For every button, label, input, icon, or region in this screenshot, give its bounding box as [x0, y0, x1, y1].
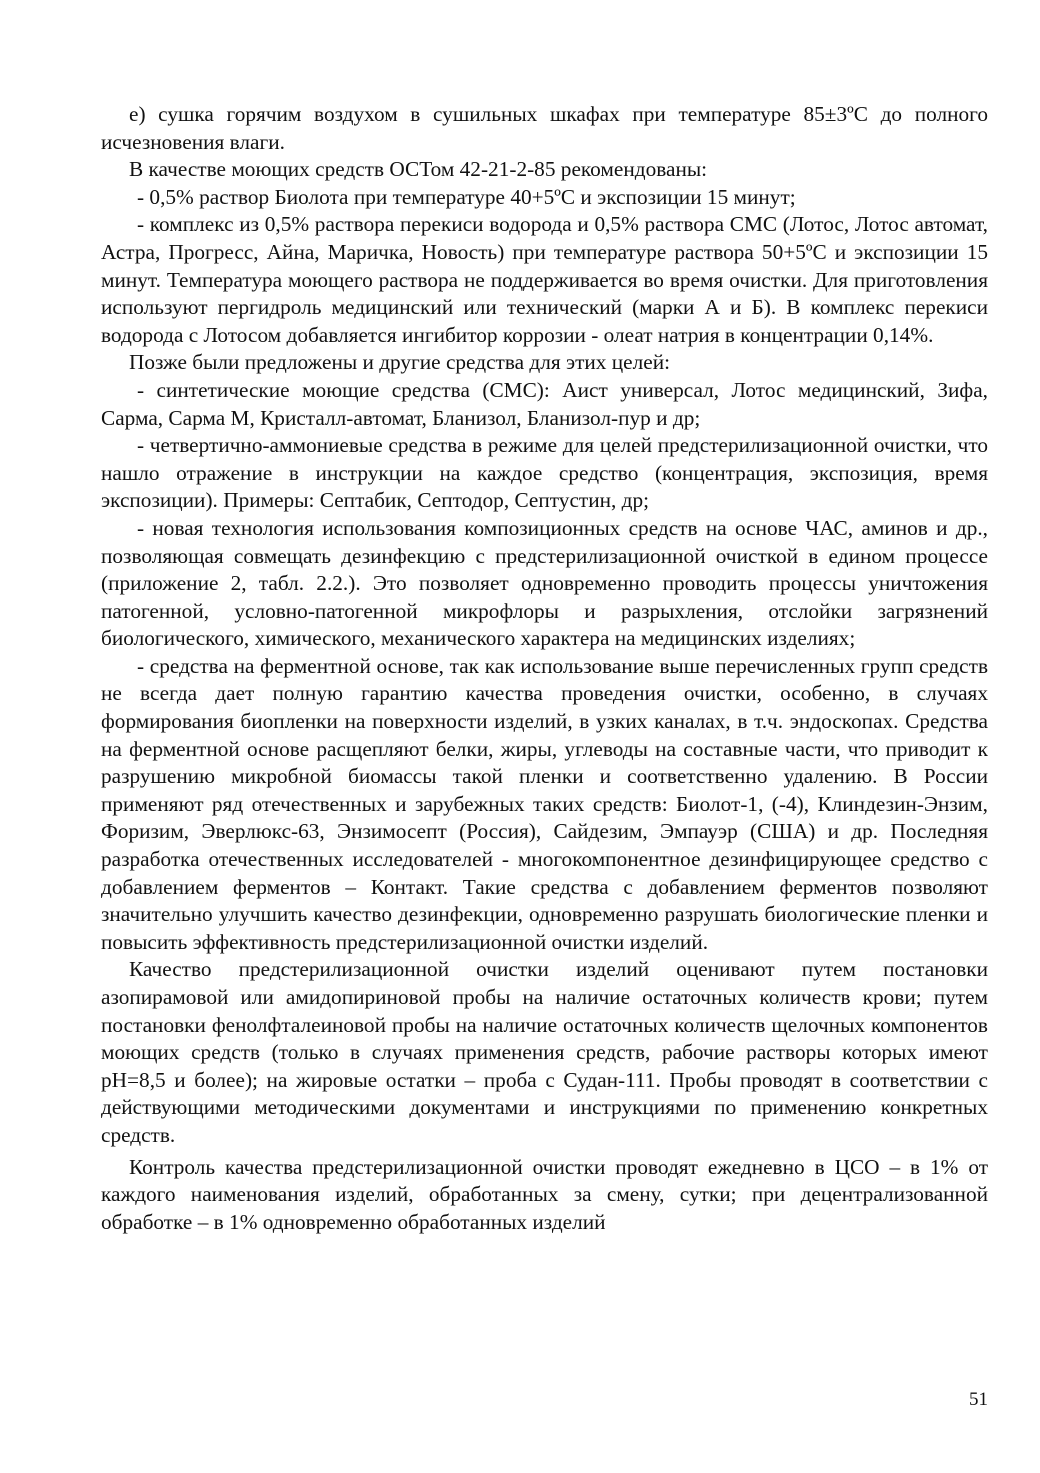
document-body [101, 101, 988, 1236]
list-item-sms: - синтетические моющие средства (СМС): Аист универсал, Лотос медицинский, Зифа, Сарма, Сарма М, Кристалл-автомат, Бланизол, Бланизол-пур и др; [101, 377, 988, 430]
paragraph-drying-step: е) сушка горячим воздухом в сушильных шкафах при температуре 85±3ºС до полного исчезновения влаги. [101, 102, 988, 154]
paragraph-other-means: Позже были предложены и другие средства для этих целей: [129, 350, 671, 375]
list-item-enzyme-based: - средства на ферментной основе, так как использование выше перечисленных групп средств не всегда дает полную гарантию качества проведения очистки, особенно, в случаях формирования биопленки на поверхности изделий, в узких каналах, в т.ч. эндоскопах. Средства на ферментной основе расщепляют белки, жиры, углеводы на составные части, что приводит к разрушению микробной биомассы такой пленки и соответственно удалению. В России применяют ряд отечественных и зарубежных таких средств: Биолот-1, (-4), Клиндезин-Энзим, Форизим, Эверлюкс-63, Энзимосепт (Россия), Сайдезим, Эмпауэр (США) и др. Последняя разработка отечественных исследователей - многокомпонентное дезинфицирующее средство с добавлением ферментов – Контакт. Такие средства с добавлением ферментов позволяют значительно улучшить качество дезинфекции, одновременно разрушать биологические пленки и повысить эффективность предстерилизационной очистки изделий. [101, 653, 988, 954]
list-item-composite-technology: - новая технология использования композиционных средств на основе ЧАС, аминов и др., позволяющая совмещать дезинфекцию с предстерилизационной очисткой в едином процессе (приложение 2, табл. 2.2.). Это позволяет одновременно проводить процессы уничтожения патогенной, условно-патогенной микрофлоры и разрыхления, отслойки загрязнений биологического, химического, механического характера на медицинских изделиях; [101, 515, 988, 651]
page-number: 51 [969, 1389, 988, 1410]
paragraph-quality-assessment: Качество предстерилизационной очистки изделий оценивают путем постановки азопирамовой или амидопириновой пробы на наличие остаточных количеств крови; путем постановки фенолфталеиновой пробы на наличие остаточных количеств щелочных компонентов моющих средств (только в случаях применения средств, рабочие растворы которых имеют pH=8,5 и более); на жировые остатки – проба с Судан-111. Пробы проводят в соответствии с действующими методическими документами и инструкциями по применению конкретных средств. [101, 957, 988, 1147]
list-item-biolot: - 0,5% раствор Биолота при температуре 40+5ºС и экспозиции 15 минут; [137, 184, 796, 209]
list-item-quaternary-ammonium: - четвертично-аммониевые средства в режиме для целей предстерилизационной очистки, что нашло отражение в инструкции на каждое средство (концентрация, экспозиция, время экспозиции). Примеры: Септабик, Септодор, Септустин, др; [101, 433, 988, 513]
paragraph-ost-recommended: В качестве моющих средств ОСТом 42-21-2-85 рекомендованы: [129, 157, 708, 182]
paragraph-quality-control: Контроль качества предстерилизационной очистки проводят ежедневно в ЦСО – в 1% от каждого наименования изделий, обработанных за смену, сутки; при децентрализованной обработке – в 1% одновременно обработанных изделий [101, 1154, 988, 1234]
list-item-peroxide-complex: - комплекс из 0,5% раствора перекиси водорода и 0,5% раствора СМС (Лотос, Лотос автомат, Астра, Прогресс, Айна, Маричка, Новость) при температуре раствора 50+5ºС и экспозиции 15 минут. Температура моющего раствора не поддерживается во время очистки. Для приготовления используют пергидроль медицинский или технический (марки А и Б). В комплекс перекиси водорода с Лотосом добавляется ингибитор коррозии - олеат натрия в концентрации 0,14%. [101, 212, 988, 347]
